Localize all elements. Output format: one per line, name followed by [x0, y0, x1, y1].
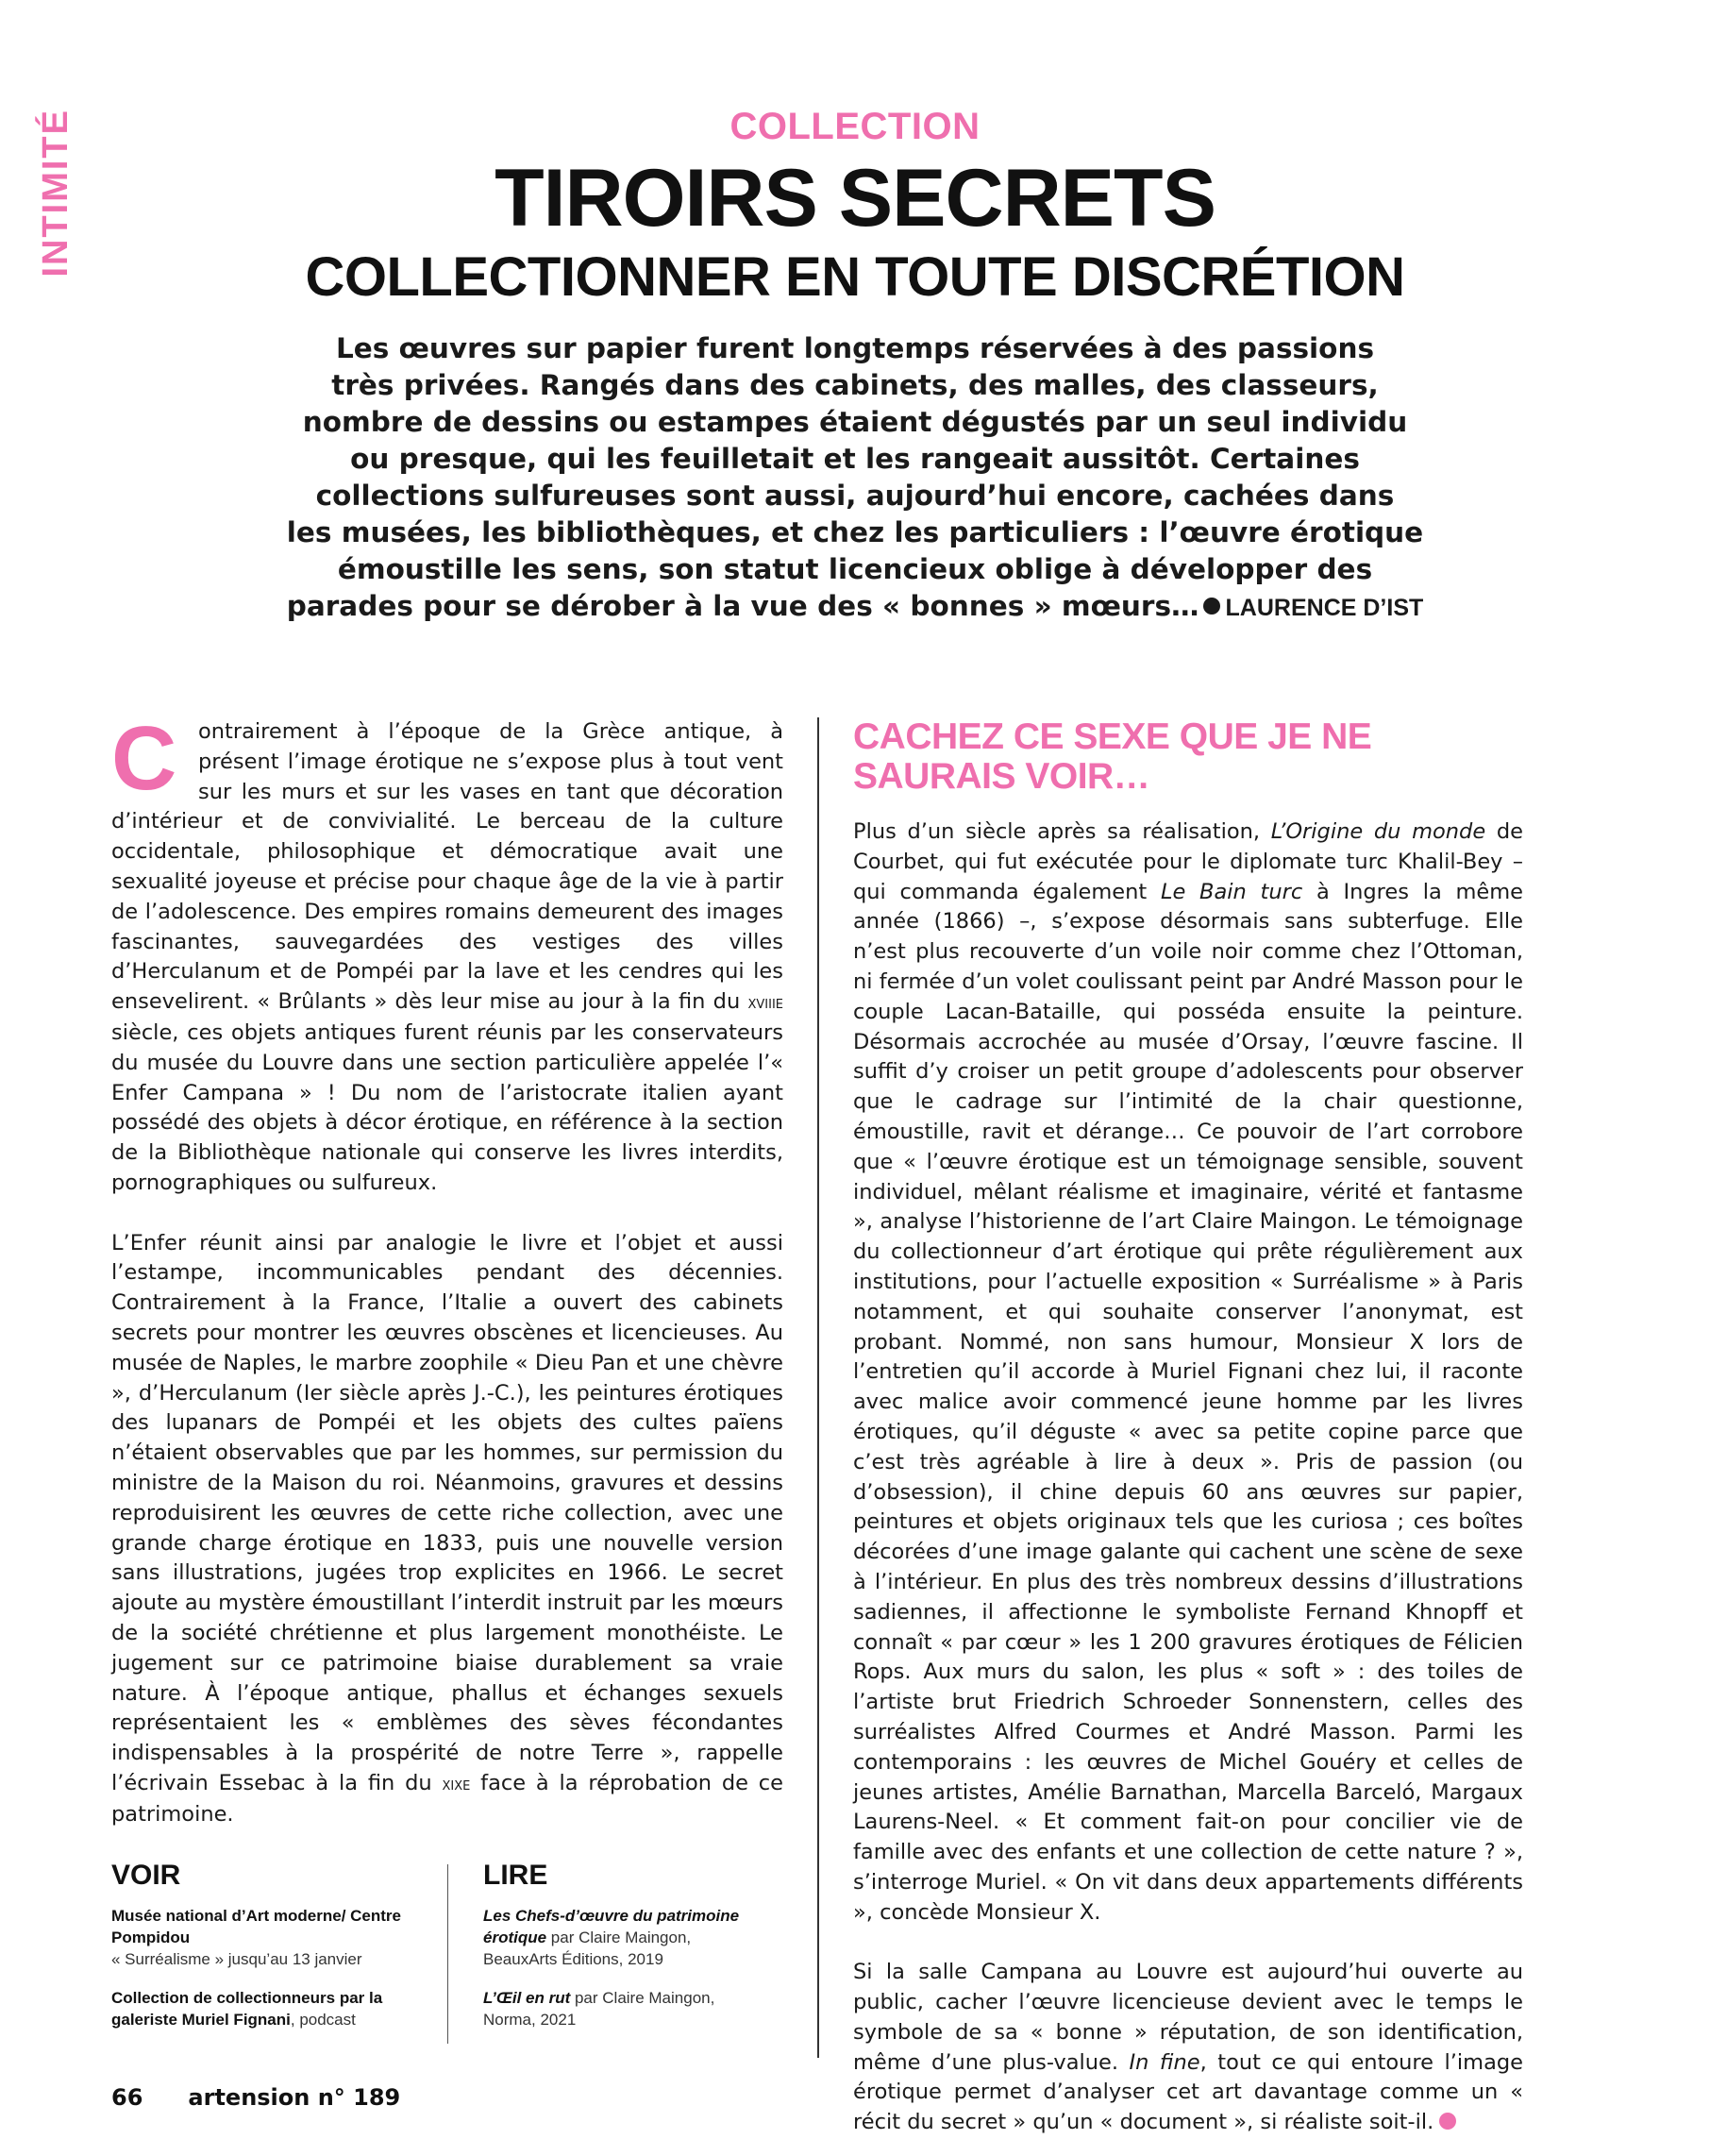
magazine-issue: artension n° 189	[188, 2084, 401, 2111]
lead-line: ou presque, qui les feuilletait et les rangeait aussitôt. Certaines	[350, 443, 1360, 475]
paragraph	[111, 708, 783, 1199]
lead-line-text: parades pour se dérober à la vue des « bonnes » mœurs…	[286, 590, 1199, 622]
lire-title: LIRE	[483, 1860, 548, 1891]
column-divider	[817, 717, 819, 2058]
century-numeral: xviiie	[747, 993, 783, 1014]
paragraph	[111, 1229, 783, 1830]
podcast-title: Collection de collectionneurs par la galeriste Muriel Fignani	[111, 1989, 383, 2029]
book-title: L’Œil en rut	[483, 1989, 571, 2007]
latin-phrase: In fine	[1129, 2049, 1200, 2075]
text: face à la réprobation de ce patrimoine.	[111, 1770, 783, 1827]
voir-box	[111, 1860, 413, 2047]
lire-entry	[483, 1905, 757, 1970]
right-column	[853, 717, 1523, 2138]
book-details: par Claire Maingon, Norma, 2021	[483, 1989, 715, 2029]
end-mark-icon	[1439, 2113, 1456, 2130]
lead-line: les musées, les bibliothèques, et chez les particuliers : l’œuvre érotique	[286, 516, 1424, 548]
voir-title: VOIR	[111, 1860, 181, 1891]
lead-line: émoustille les sens, son statut licencieux oblige à développer des	[337, 553, 1373, 585]
podcast-label: , podcast	[290, 2011, 356, 2029]
text: de Courbet, qui fut exécutée pour le diplomate turc Khalil-Bey – qui commanda également	[853, 819, 1523, 904]
bullet-icon	[1203, 598, 1220, 615]
box-divider	[447, 1864, 448, 2044]
lead-line: Les œuvres sur papier furent longtemps réservées à des passions	[336, 332, 1374, 364]
book-title: Les Chefs-d’œuvre du patrimoine érotique	[483, 1907, 740, 1946]
drop-cap: C	[111, 708, 177, 809]
left-column	[111, 708, 783, 1829]
text: ontrairement à l’époque de la Grèce antique, à présent l’image érotique ne s’expose plus à tout vent sur les murs et sur les vases en tant que décoration d’intérieur et de convivialité. Le berceau de la culture occidentale, philosophique et démocratique avait une sexualité joyeuse et précise pour chaque âge de la vie à partir de l’adolescence. Des empires romains demeurent des images fascinantes, sauvegardées des vestiges des villes d’Herculanum et de Pompéi par la lave et les cendres qui les ensevelirent. « Brûlants » dès leur mise au jour à la fin du	[111, 719, 783, 1015]
lire-entry	[483, 1987, 757, 2030]
paragraph	[853, 1958, 1523, 2138]
author-byline: LAURENCE D’IST	[1225, 595, 1424, 621]
page-subtitle: COLLECTIONNER EN TOUTE DISCRÉTION	[305, 246, 1405, 308]
lead-paragraph	[189, 330, 1521, 627]
book-details: par Claire Maingon, BeauxArts Éditions, 2019	[483, 1929, 692, 1968]
lead-line: nombre de dessins ou estampes étaient dégustés par un seul individu	[302, 406, 1408, 438]
exhibition-dates: « Surréalisme » jusqu’au 13 janvier	[111, 1950, 362, 1968]
page-footer	[111, 2084, 400, 2111]
page-title: TIROIRS SECRETS	[495, 153, 1215, 244]
century-numeral: xixe	[442, 1774, 471, 1794]
voir-entry	[111, 1987, 413, 2030]
paragraph	[853, 817, 1523, 1928]
text: L’Enfer réunit ainsi par analogie le livre et l’objet et aussi l’estampe, incommunicables pendant des décennies. Contrairement à la France, l’Italie a ouvert des cabinets secrets pour montrer les œuvres obscènes et licencieuses. Au musée de Naples, le marbre zoophile « Dieu Pan et une chèvre », d’Herculanum (Ier siècle après J.-C.), les peintures érotiques des lupanars de Pompéi et les objets des cultes païens n’étaient observables que par les hommes, sur permission du ministre de la Maison du roi. Néanmoins, gravures et dessins reproduisirent les œuvres de cette riche collection, avec une grande charge érotique en 1833, puis une nouvelle version sans illustrations, jugées trop explicites en 1966. Le secret ajoute au mystère émoustillant l’interdit instruit par les mœurs de la société chrétienne et plus largement monothéiste. Le jugement sur ce patrimoine biaise durablement sa vraie nature. À l’époque antique, phallus et échanges sexuels représentaient les « emblèmes des sèves fécondantes indispensables à la prospérité de notre Terre », rappelle l’écrivain Essebac à la fin du	[111, 1230, 783, 1795]
page-number: 66	[111, 2084, 143, 2111]
text: Plus d’un siècle après sa réalisation,	[853, 819, 1271, 844]
lead-line: très privées. Rangés dans des cabinets, des malles, des classeurs,	[331, 369, 1379, 401]
text: siècle, ces objets antiques furent réunis par les conservateurs du musée du Louvre dans une section particulière appelée l’« Enfer Campana » ! Du nom de l’aristocrate italien ayant possédé des objets à décor érotique, en référence à la section de la Bibliothèque nationale qui conserve les livres interdits, pornographiques ou sulfureux.	[111, 1019, 783, 1195]
kicker: COLLECTION	[729, 106, 981, 147]
artwork-title: L’Origine du monde	[1270, 819, 1486, 844]
lead-line: collections sulfureuses sont aussi, aujourd’hui encore, cachées dans	[315, 480, 1395, 512]
text: Si la salle Campana au Louvre est aujourd’hui ouverte au public, cacher l’œuvre licencieuse devient avec le temps le symbole de sa « bonne » réputation, de son identification, même d’une plus-value.	[853, 1960, 1523, 2075]
text: à Ingres la même année (1866) –, s’expose désormais sans subterfuge. Elle n’est plus recouverte d’un voile noir comme chez l’Ottoman, ni fermée d’un volet coulissant peint par André Masson pour le couple Lacan-Bataille, qui posséda ensuite la peinture. Désormais accrochée au musée d’Orsay, l’œuvre fascine. Il suffit d’y croiser un petit groupe d’adolescents pour observer que le cadrage sur l’intimité de la chair questionne, émoustille, ravit et dérange… Ce pouvoir de l’art corrobore que « l’œuvre érotique est un témoignage sensible, souvent individuel, mêlant réalisme et imaginaire, vérité et fantasme », analyse l’historienne de l’art Claire Maingon. Le témoignage du collectionneur d’art érotique qui prête régulièrement aux institutions, pour l’actuelle exposition « Surréalisme » à Paris notamment, et qui souhaite conserver l’anonymat, est probant. Nommé, non sans humour, Monsieur X lors de l’entretien qu’il accorde à Muriel Fignani chez lui, il raconte avec malice avoir commencé jeune homme par les livres érotiques, qu’il déguste « avec sa petite copine parce que c’est très agréable à lire à deux ». Pris de passion (ou d’obsession), il chine depuis 60 ans œuvres sur papier, peintures et objets originaux tels que les curiosa ; ces boîtes décorées d’une image galante qui cachent une scène de sexe à l’intérieur. En plus des très nombreux dessins d’illustrations sadiennes, il affectionne le symboliste Fernand Khnopff et connaît « par cœur » les 1 200 gravures érotiques de Félicien Rops. Aux murs du salon, les plus « soft » : des toiles de l’artiste brut Friedrich Schroeder Sonnenstern, celles des surréalistes Alfred Courmes et André Masson. Parmi les contemporains : les œuvres de Michel Gouéry et celles de jeunes artistes, Amélie Barnathan, Marcella Barceló, Margaux Laurens-Neel. « Et comment fait-on pour concilier vie de famille avec des enfants et une collection de cette nature ? », s’interroge Muriel. « On vit dans deux appartements différents », concède Monsieur X.	[853, 879, 1523, 1925]
lead-line-last	[189, 588, 1521, 627]
artwork-title: Le Bain turc	[1160, 879, 1303, 904]
venue-name: Musée national d’Art moderne/ Centre Pompidou	[111, 1907, 401, 1946]
section-label: INTIMITÉ	[36, 109, 75, 278]
lire-box	[483, 1860, 757, 2047]
voir-entry	[111, 1905, 413, 1970]
section-heading: CACHEZ CE SEXE QUE JE NE SAURAIS VOIR…	[853, 716, 1372, 797]
text: , tout ce qui entoure l’image érotique permet d’analyser cet art davantage comme un « récit du secret » qu’un « document », si réaliste soit-il.	[853, 2049, 1524, 2135]
